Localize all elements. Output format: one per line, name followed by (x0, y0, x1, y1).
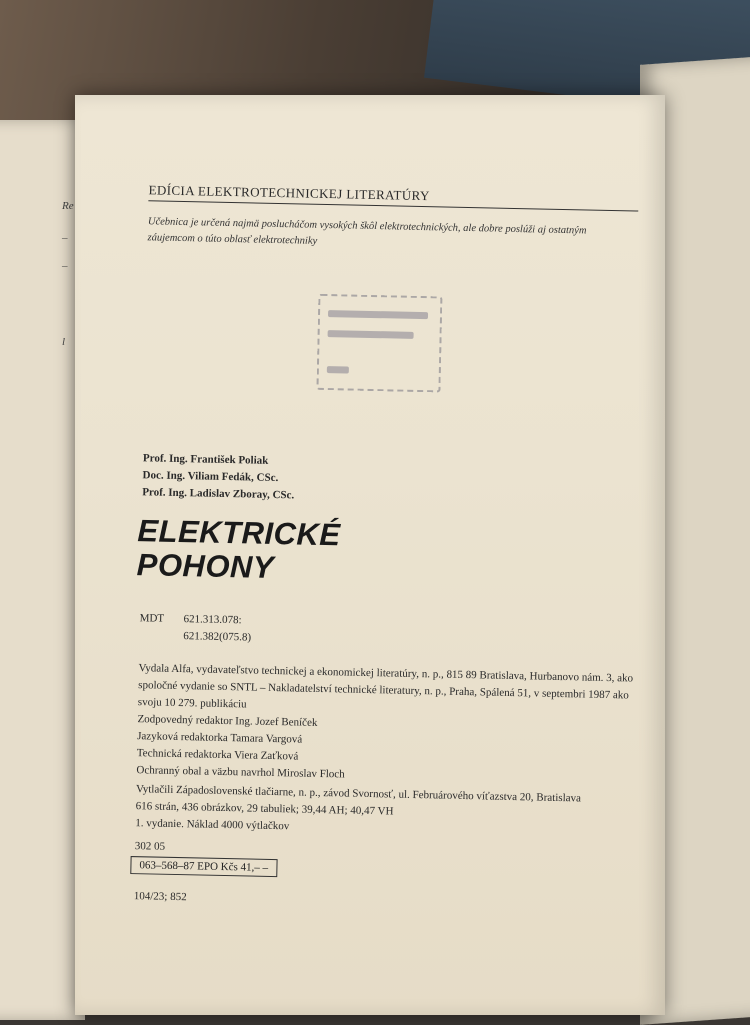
edition-heading: EDÍCIA ELEKTROTECHNICKEJ LITERATÚRY (148, 182, 430, 204)
publication-code: 302 05 (134, 840, 166, 853)
mdt-label: MDT (139, 612, 165, 625)
intro-text: Učebnica je určená najmä poslucháčom vysokých škôl elektrotechnických, ale dobre poslúži aj ostatným záujemcom o túto oblasť elektrotechniky (147, 216, 587, 247)
stamp-line (328, 310, 428, 319)
printer-text: Vytlačili Západoslovenské tlačiarne, n. p., závod Svornosť, ul. Februárového víťazstva 20, Bratislava (135, 783, 582, 805)
library-stamp (316, 294, 442, 393)
author-name: Prof. Ing. Ladislav Zboray, CSc. (142, 486, 295, 502)
author-name: Prof. Ing. František Poliak (142, 452, 269, 467)
left-page-fragment: – (62, 260, 68, 272)
author-name: Doc. Ing. Viliam Fedák, CSc. (142, 469, 279, 485)
staff-line: Zodpovedný redaktor Ing. Jozef Beníček (137, 713, 318, 729)
mdt-code: 621.382(075.8) (183, 630, 252, 644)
publisher-text: Vydala Alfa, vydavateľstvo technickej a ekonomickej literatúry, n. p., 815 89 Bratislava, Hurbanovo nám. 3, ako spoločné vydanie so SNTL – Nakladatelství technické literatury, n. p., Praha, Spálená 51, v septembri 1987 ako svoju 10 279. publikáciu (137, 662, 634, 711)
edition-text: 1. vydanie. Náklad 4000 výtlačkov (135, 817, 290, 833)
book-page (75, 95, 665, 1015)
price-box: 063–568–87 EPO Kčs 41,– – (130, 856, 277, 877)
book-title-line: ELEKTRICKÉ (137, 513, 341, 553)
mdt-classification (139, 610, 252, 646)
stats-text: 616 strán, 436 obrázkov, 29 tabuliek; 39,44 AH; 40,47 VH (135, 800, 394, 818)
staff-line: Ochranný obal a väzbu navrhol Miroslav Floch (136, 764, 345, 781)
left-page-fragment: – (62, 232, 68, 244)
book-title-line: POHONY (136, 547, 275, 585)
stamp-line (327, 366, 349, 373)
mdt-code: 621.313.078: (183, 613, 242, 627)
authors-list (142, 450, 295, 504)
left-page-fragment: Re (62, 200, 74, 212)
sigla-code: 104/23; 852 (133, 890, 187, 904)
left-page-fragment: l (62, 336, 66, 348)
staff-line: Jazyková redaktorka Tamara Vargová (137, 730, 303, 746)
stamp-line (328, 330, 414, 339)
imprint-block (135, 660, 638, 842)
page-content (65, 89, 674, 1021)
book-title (136, 514, 340, 586)
staff-line: Technická redaktorka Viera Zaťková (136, 747, 299, 763)
